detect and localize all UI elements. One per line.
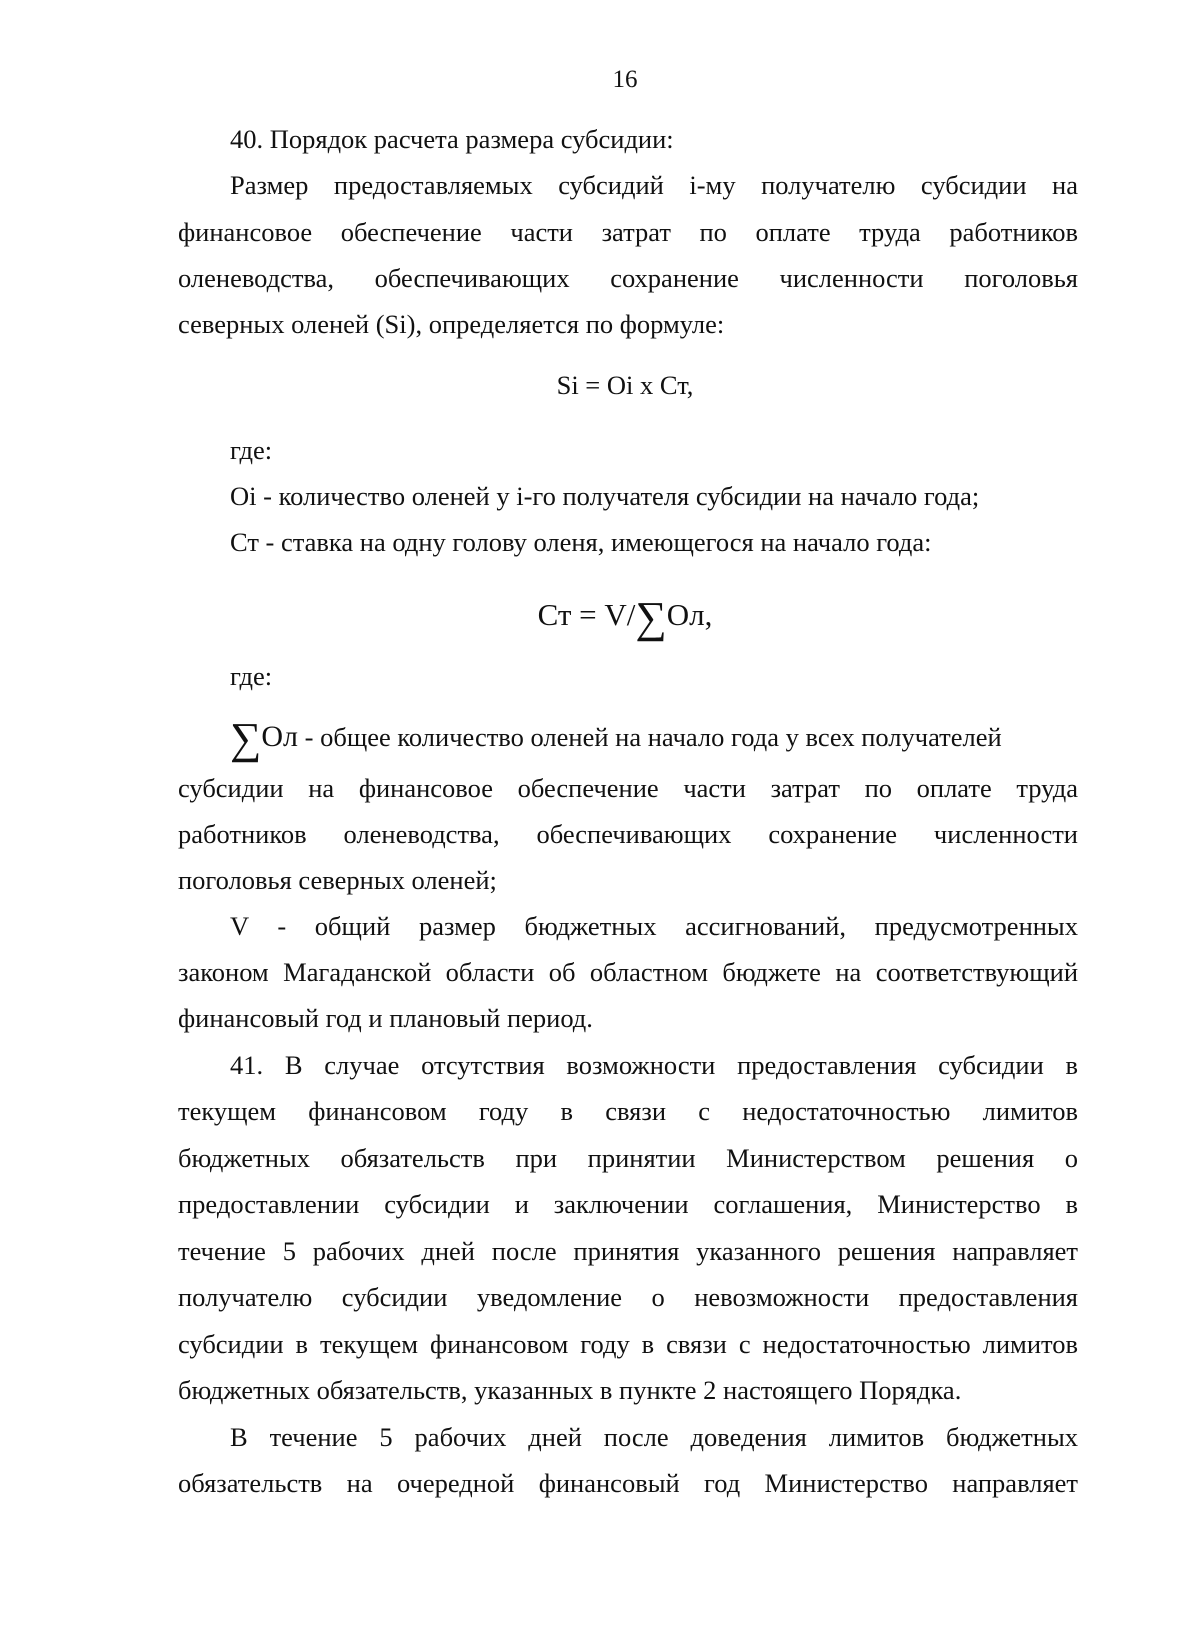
page-number: 16 <box>612 66 638 93</box>
paragraph-line: поголовья северных оленей; <box>178 865 497 895</box>
sigma-symbol: ∑ <box>635 593 667 642</box>
paragraph-line: течение 5 рабочих дней после принятия указанного решения направляет <box>178 1236 1078 1266</box>
paragraph-line: Размер предоставляемых субсидий i-му получателю субсидии на <box>230 170 1078 200</box>
definition-oi: Oi - количество оленей у i-го получателя субсидии на начало года; <box>230 481 980 511</box>
paragraph-line: работников оленеводства, обеспечивающих сохранение численности <box>178 819 1078 849</box>
definition-st: Ст - ставка на одну голову оленя, имеющегося на начало года: <box>230 527 932 557</box>
paragraph-line: субсидии на финансовое обеспечение части затрат по оплате труда <box>178 773 1078 803</box>
sum-definition-first-line <box>230 714 1078 763</box>
paragraph-line: законом Магаданской области об областном бюджете на соответствующий <box>178 957 1078 987</box>
paragraph-line: бюджетных обязательств, указанных в пункте 2 настоящего Порядка. <box>178 1375 962 1405</box>
paragraph-line: В течение 5 рабочих дней после доведения лимитов бюджетных <box>230 1422 1078 1452</box>
formula-si: Si = Oi x Ст, <box>556 370 694 400</box>
where-label: где: <box>230 661 273 691</box>
paragraph-line: бюджетных обязательств при принятии Министерством решения о <box>178 1143 1078 1173</box>
paragraph-line: получателю субсидии уведомление о невозможности предоставления <box>178 1282 1078 1312</box>
sigma-symbol: ∑ <box>230 714 262 763</box>
formula-st-left: Ст = V/ <box>537 597 636 632</box>
sum-symbol: Ол <box>261 720 299 753</box>
paragraph-line: V - общий размер бюджетных ассигнований, предусмотренных <box>230 911 1078 941</box>
paragraph-line: северных оленей (Si), определяется по формуле: <box>178 309 725 339</box>
paragraph-line: финансовый год и плановый период. <box>178 1003 593 1033</box>
formula-st-right: Ол, <box>666 597 713 632</box>
paragraph-line: оленеводства, обеспечивающих сохранение численности поголовья <box>178 263 1078 293</box>
paragraph-line: обязательств на очередной финансовый год Министерство направляет <box>178 1468 1078 1498</box>
formula-st <box>0 593 1200 642</box>
sum-definition-text: - общее количество оленей на начало года у всех получателей <box>298 722 1002 752</box>
paragraph-line: текущем финансовом году в связи с недостаточностью лимитов <box>178 1096 1078 1126</box>
where-label: где: <box>230 435 273 465</box>
paragraph-line: финансовое обеспечение части затрат по оплате труда работников <box>178 217 1078 247</box>
paragraph-line: субсидии в текущем финансовом году в связи с недостаточностью лимитов <box>178 1329 1078 1359</box>
section-heading: 40. Порядок расчета размера субсидии: <box>230 124 674 154</box>
paragraph-line: предоставлении субсидии и заключении соглашения, Министерство в <box>178 1189 1078 1219</box>
paragraph-line: 41. В случае отсутствия возможности предоставления субсидии в <box>230 1050 1078 1080</box>
